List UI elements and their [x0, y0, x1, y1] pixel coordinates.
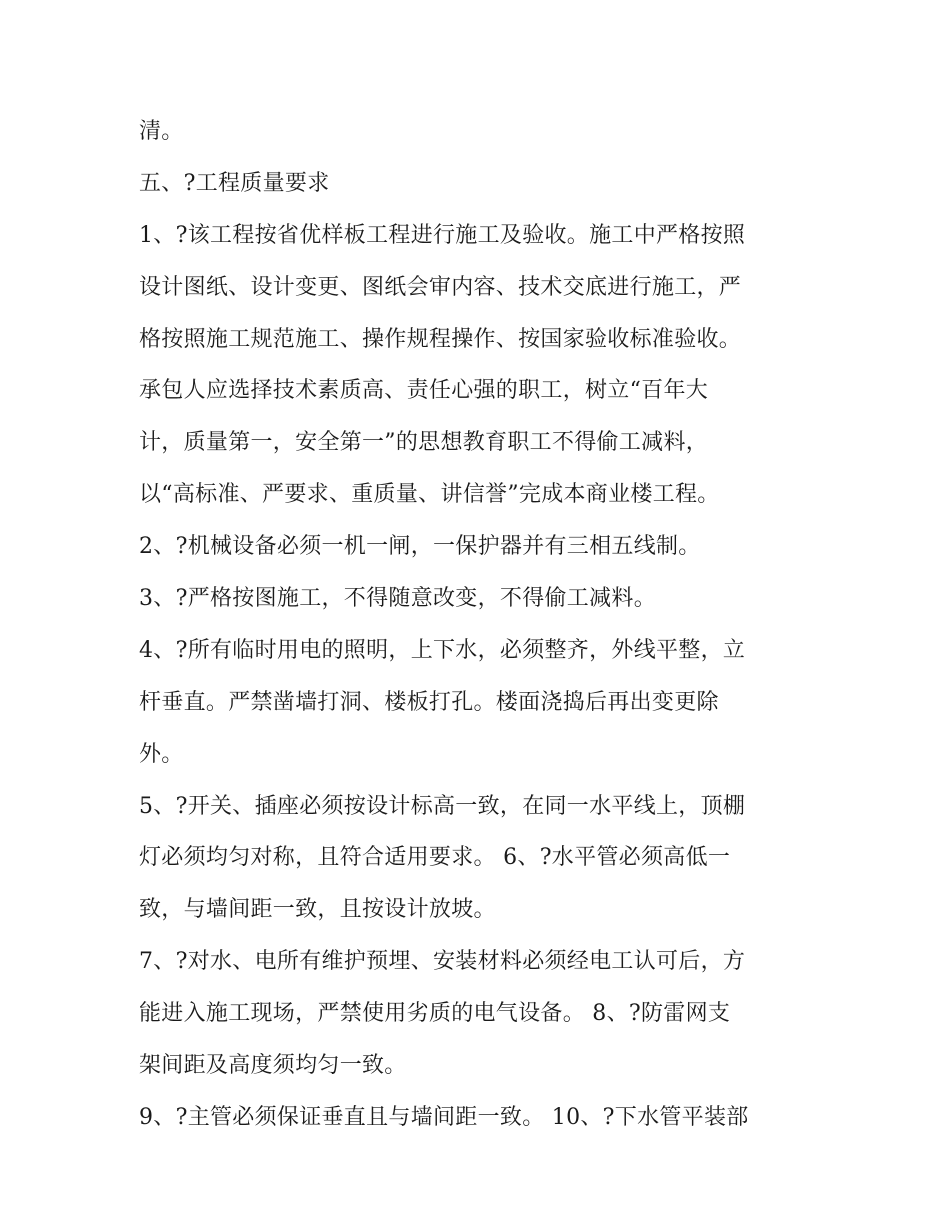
text-line: 清。	[139, 119, 184, 144]
text-line: 杆垂直。严禁凿墙打洞、楼板打孔。楼面浇捣后再出变更除	[139, 689, 719, 715]
text-line: 设计图纸、设计变更、图纸会审内容、技术交底进行施工，严	[139, 274, 742, 300]
text-line: 7、?对水、电所有维护预埋、安装材料必须经电工认可后，方	[139, 949, 746, 975]
text-line: 2、?机械设备必须一机一闸，一保护器并有三相五线制。	[139, 534, 701, 560]
text-line: 能进入施工现场，严禁使用劣质的电气设备。 8、?防雷网支	[139, 1001, 731, 1027]
text-line: 灯必须均匀对称，且符合适用要求。 6、?水平管必须高低一	[139, 845, 731, 871]
text-line: 以“高标准、严要求、重质量、讲信誉”完成本商业楼工程。	[139, 482, 720, 508]
text-line: 5、?开关、插座必须按设计标高一致，在同一水平线上，顶棚	[139, 793, 746, 819]
text-line: 外。	[139, 741, 184, 767]
text-line: 架间距及高度须均匀一致。	[139, 1053, 407, 1079]
text-line: 承包人应选择技术素质高、责任心强的职工，树立“百年大	[139, 378, 709, 404]
section-heading: 五、?工程质量要求	[139, 170, 330, 196]
text-line: 格按照施工规范施工、操作规程操作、按国家验收标准验收。	[139, 326, 742, 352]
text-line: 1、?该工程按省优样板工程进行施工及验收。施工中严格按照	[139, 222, 746, 248]
text-line: 计，质量第一，安全第一”的思想教育职工不得偷工减料，	[139, 430, 709, 456]
document-body	[139, 106, 819, 1144]
text-line: 3、?严格按图施工，不得随意改变，不得偷工减料。	[139, 586, 656, 612]
text-line: 9、?主管必须保证垂直且与墙间距一致。 10、?下水管平装部	[139, 1104, 749, 1130]
text-line: 致，与墙间距一致，且按设计放坡。	[139, 897, 496, 923]
text-line: 4、?所有临时用电的照明，上下水，必须整齐，外线平整，立	[139, 637, 746, 663]
